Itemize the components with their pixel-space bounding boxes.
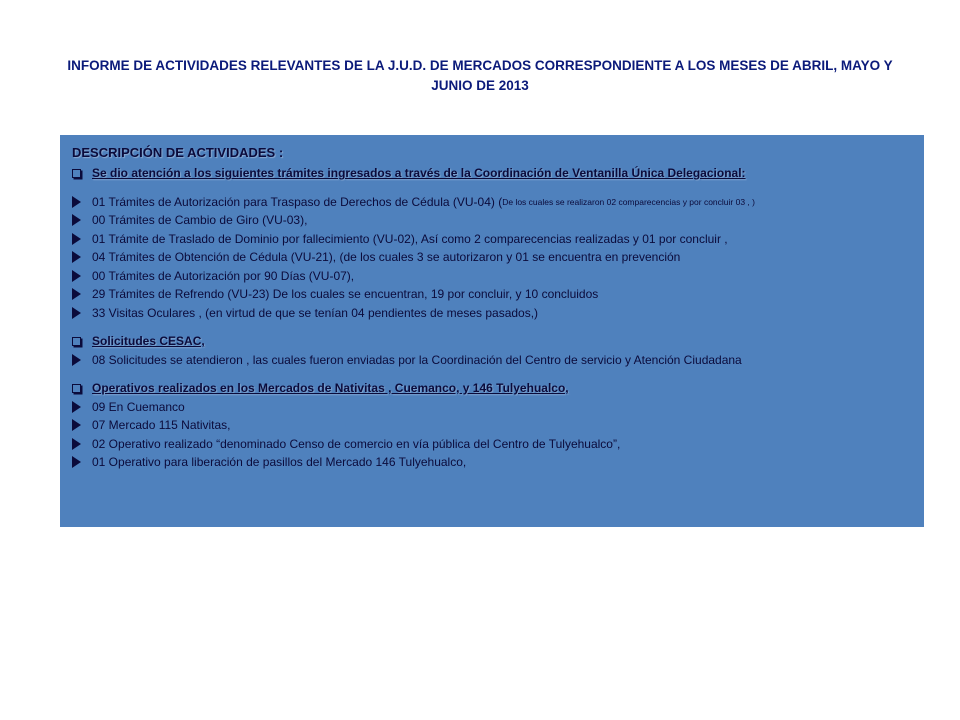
section-operativos-mercados (70, 379, 914, 398)
item-text: 04 Trámites de Obtención de Cédula (VU-21), (de los cuales 3 se autorizaron y 01 se encuentra en prevención (92, 250, 681, 265)
arrow-bullet-icon (72, 456, 81, 468)
list-item (70, 285, 914, 304)
list-item (70, 248, 914, 267)
section-label: Operativos realizados en los Mercados de Nativitas , Cuemanco, y 146 Tulyehualco, (92, 381, 569, 396)
checkbox-bullet-icon (72, 337, 81, 346)
item-text: 02 Operativo realizado “denominado Censo de comercio en vía pública del Centro de Tulyehualco”, (92, 436, 621, 451)
item-text: 09 En Cuemanco (92, 399, 185, 414)
item-note: De los cuales se realizaron 02 comparecencias y por concluir 03 , ) (502, 196, 755, 207)
list-item (70, 267, 914, 286)
item-text: 01 Trámite de Traslado de Dominio por fallecimiento (VU-02), Así como 2 comparecencias realizadas y 01 por concluir , (92, 231, 728, 246)
arrow-bullet-icon (72, 401, 81, 413)
list-item (70, 304, 914, 323)
item-text: 29 Trámites de Refrendo (VU-23) De los cuales se encuentran, 19 por concluir, y 10 concluidos (92, 287, 599, 302)
section-label: Se dio atención a los siguientes trámites ingresados a través de la Coordinación de Ventanilla Única Delegacional: (92, 166, 746, 181)
list-item (70, 351, 914, 370)
list-item (70, 453, 914, 472)
arrow-bullet-icon (72, 438, 81, 450)
list-item (70, 193, 914, 212)
item-text: 01 Operativo para liberación de pasillos del Mercado 146 Tulyehualco, (92, 455, 467, 470)
arrow-bullet-icon (72, 354, 81, 366)
section-ventanilla-unica (70, 164, 914, 183)
item-text: 07 Mercado 115 Nativitas, (92, 418, 231, 433)
report-title-line-1: INFORME DE ACTIVIDADES RELEVANTES DE LA J.U.D. DE MERCADOS CORRESPONDIENTE A LOS MESES DE ABRIL, MAYO Y (67, 58, 893, 73)
section-label: Solicitudes CESAC, (92, 334, 205, 349)
item-text: 33 Visitas Oculares , (en virtud de que se tenían 04 pendientes de meses pasados,) (92, 305, 539, 320)
item-text: 00 Trámites de Autorización por 90 Días (VU-07), (92, 268, 355, 283)
arrow-bullet-icon (72, 196, 81, 208)
arrow-bullet-icon (72, 233, 81, 245)
section-solicitudes-cesac (70, 332, 914, 351)
list-item (70, 416, 914, 435)
arrow-bullet-icon (72, 419, 81, 431)
list-item (70, 435, 914, 454)
list-item (70, 230, 914, 249)
list-item (70, 211, 914, 230)
arrow-bullet-icon (72, 251, 81, 263)
activities-panel (60, 135, 924, 527)
checkbox-bullet-icon (72, 169, 81, 178)
checkbox-bullet-icon (72, 384, 81, 393)
arrow-bullet-icon (72, 214, 81, 226)
arrow-bullet-icon (72, 270, 81, 282)
arrow-bullet-icon (72, 307, 81, 319)
report-title (60, 56, 900, 96)
item-text: 08 Solicitudes se atendieron , las cuales fueron enviadas por la Coordinación del Centro de servicio y Atención Ciudadana (92, 352, 742, 367)
report-title-line-2: JUNIO DE 2013 (431, 78, 529, 93)
activities-heading: DESCRIPCIÓN DE ACTIVIDADES : (72, 145, 284, 160)
list-item (70, 398, 914, 417)
item-text: 01 Trámites de Autorización para Traspaso de Derechos de Cédula (VU-04) ( (92, 194, 503, 209)
item-text: 00 Trámites de Cambio de Giro (VU-03), (92, 213, 308, 228)
arrow-bullet-icon (72, 288, 81, 300)
